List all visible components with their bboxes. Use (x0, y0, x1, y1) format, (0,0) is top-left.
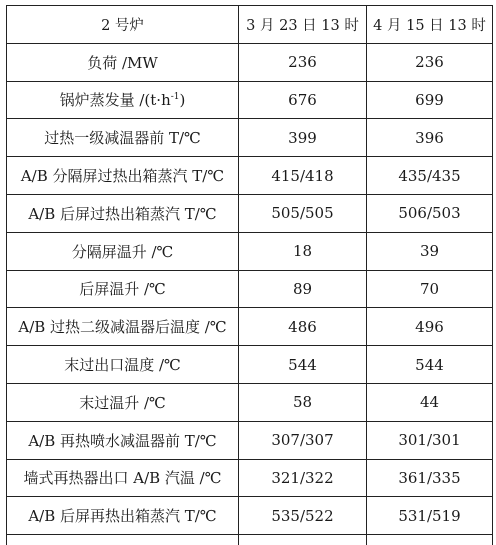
row-label: 过热一级减温器前 T/℃ (7, 119, 239, 157)
row-value-1: 505/505 (239, 194, 367, 232)
row-label-empty (7, 535, 239, 545)
row-value-1: 89 (239, 270, 367, 308)
row-value-2: 544 (367, 346, 493, 384)
row-label: 末过温升 /℃ (7, 383, 239, 421)
table-row (7, 308, 493, 346)
row-value-1: 486 (239, 308, 367, 346)
row-value-1: 415/418 (239, 157, 367, 195)
row-value-2: 435/435 (367, 157, 493, 195)
label-superscript: -1 (170, 92, 180, 103)
table-row (7, 346, 493, 384)
row-label: A/B 后屏再热出箱蒸汽 T/℃ (7, 497, 239, 535)
row-value-1: 18 (239, 232, 367, 270)
row-value-1: 544 (239, 346, 367, 384)
label-end: ) (179, 91, 186, 110)
table-row (7, 383, 493, 421)
row-value-1-empty (239, 535, 367, 545)
row-value-2: 699 (367, 81, 493, 119)
row-value-2: 236 (367, 43, 493, 81)
table-row (7, 81, 493, 119)
label-main: 锅炉蒸发量 /(t·h (59, 91, 171, 110)
row-value-1: 535/522 (239, 497, 367, 535)
row-label: 末过出口温度 /℃ (7, 346, 239, 384)
row-label: 负荷 /MW (7, 43, 239, 81)
row-value-1: 399 (239, 119, 367, 157)
header-cell-boiler: 2 号炉 (7, 6, 239, 44)
row-value-1: 321/322 (239, 459, 367, 497)
row-value-1: 307/307 (239, 421, 367, 459)
table-row (7, 232, 493, 270)
row-label: A/B 再热喷水减温器前 T/℃ (7, 421, 239, 459)
table-row (7, 194, 493, 232)
row-value-2: 70 (367, 270, 493, 308)
header-cell-date-1: 3 月 23 日 13 时 (239, 6, 367, 44)
row-label: A/B 分隔屏过热出箱蒸汽 T/℃ (7, 157, 239, 195)
row-label: A/B 后屏过热出箱蒸汽 T/℃ (7, 194, 239, 232)
table-row (7, 497, 493, 535)
row-label: A/B 过热二级减温器后温度 /℃ (7, 308, 239, 346)
row-value-2: 506/503 (367, 194, 493, 232)
table-row (7, 157, 493, 195)
row-value-2: 496 (367, 308, 493, 346)
row-value-1: 58 (239, 383, 367, 421)
row-label (7, 81, 239, 119)
row-value-2-empty (367, 535, 493, 545)
row-value-1: 676 (239, 81, 367, 119)
row-value-1: 236 (239, 43, 367, 81)
header-cell-date-2: 4 月 15 日 13 时 (367, 6, 493, 44)
row-value-2: 361/335 (367, 459, 493, 497)
table-row (7, 43, 493, 81)
table-row-cut-off (7, 535, 493, 545)
table-row (7, 421, 493, 459)
table-row (7, 459, 493, 497)
header-row (7, 6, 493, 44)
data-table (6, 5, 493, 545)
row-label: 后屏温升 /℃ (7, 270, 239, 308)
row-value-2: 531/519 (367, 497, 493, 535)
row-value-2: 44 (367, 383, 493, 421)
row-label: 墙式再热器出口 A/B 汽温 /℃ (7, 459, 239, 497)
row-value-2: 396 (367, 119, 493, 157)
row-value-2: 39 (367, 232, 493, 270)
table-row (7, 119, 493, 157)
row-label: 分隔屏温升 /℃ (7, 232, 239, 270)
table-row (7, 270, 493, 308)
row-value-2: 301/301 (367, 421, 493, 459)
